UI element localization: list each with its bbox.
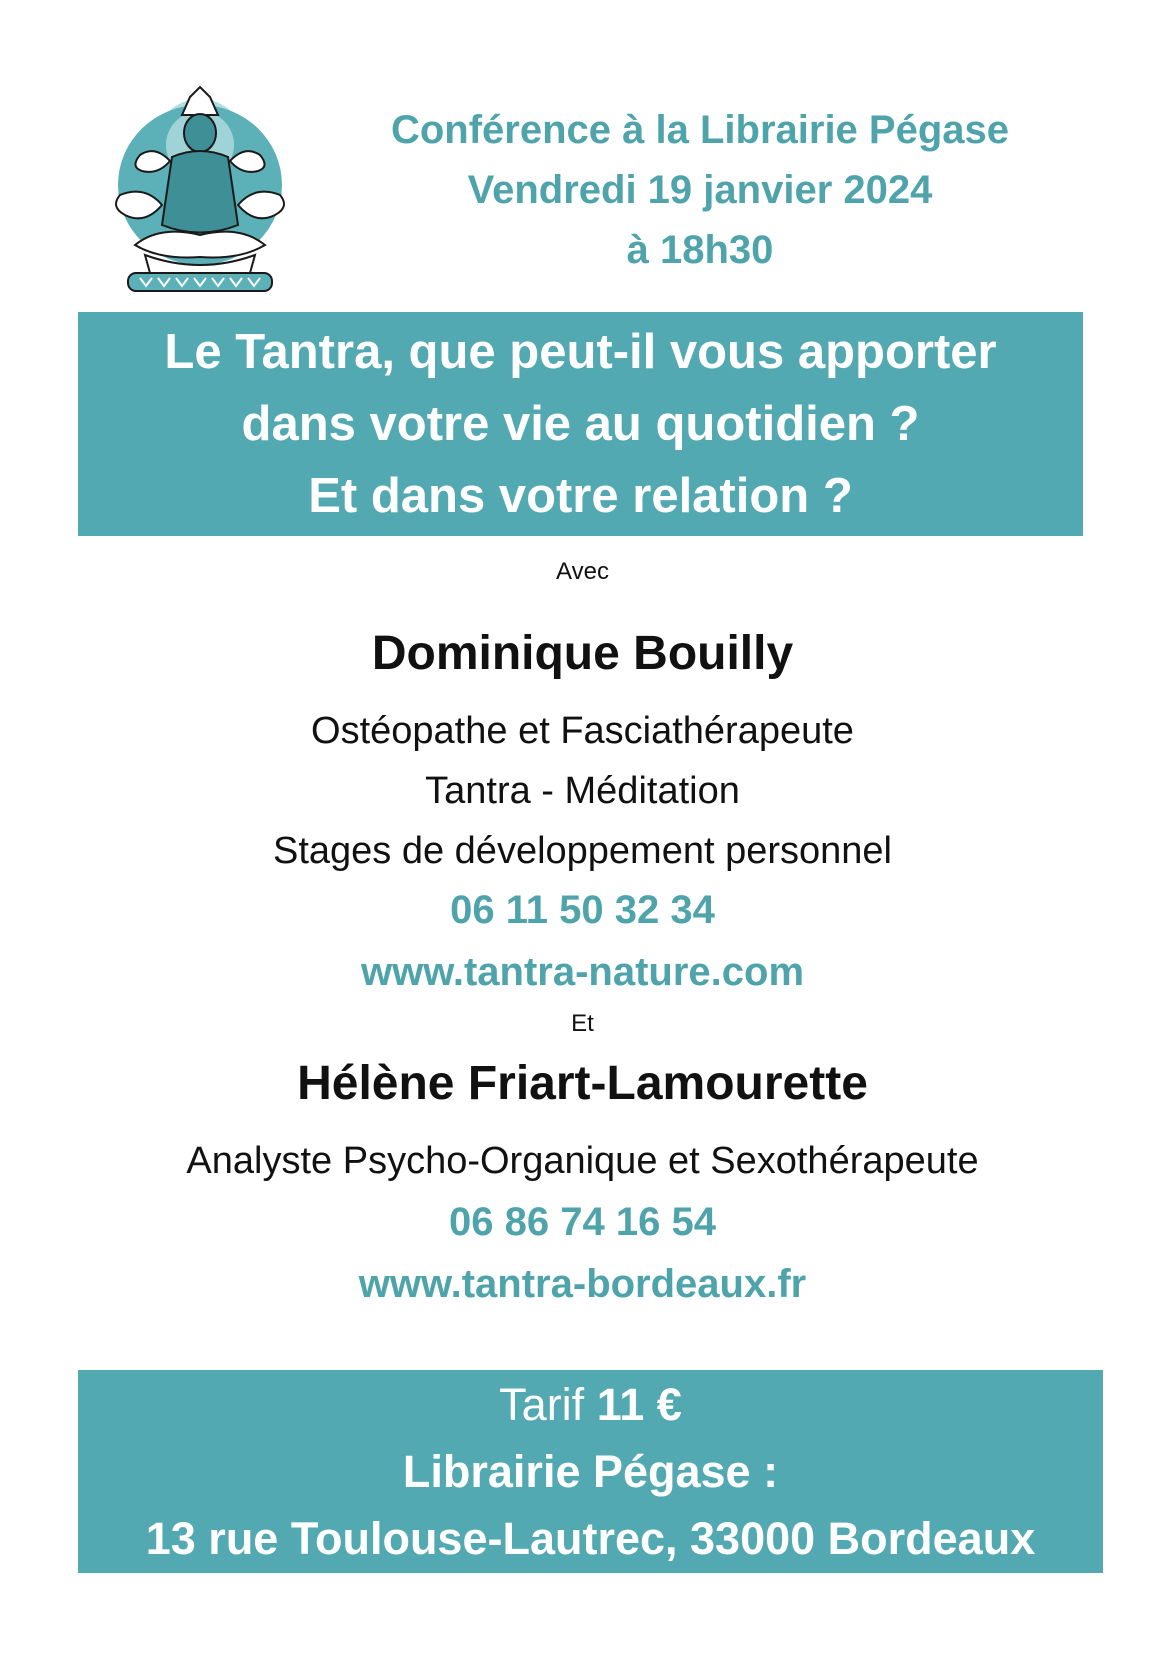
speaker1-role-3: Stages de développement personnel [272,830,892,872]
topic-line-3: Et dans votre relation ? [308,469,853,523]
and-label: Et [571,1010,594,1037]
topic-line-1: Le Tantra, que peut-il vous apporter [164,325,997,379]
event-time: à 18h30 [626,228,774,272]
speaker1-website[interactable]: www.tantra-nature.com [360,950,805,994]
price-label: Tarif [499,1379,585,1430]
speaker1-role-1: Ostéopathe et Fasciathérapeute [311,710,854,752]
speaker2-phone: 06 86 74 16 54 [449,1200,716,1244]
speaker2-website[interactable]: www.tantra-bordeaux.fr [358,1262,807,1306]
venue-banner [78,1370,1103,1573]
speaker1-name: Dominique Bouilly [371,627,794,680]
event-title: Conférence à la Librairie Pégase [390,108,1010,152]
price-line [499,1371,682,1438]
event-date: Vendredi 19 janvier 2024 [467,168,933,212]
topic-line-2: dans votre vie au quotidien ? [241,397,920,451]
topic-banner [78,312,1083,536]
venue-address: 13 rue Toulouse-Lautrec, 33000 Bordeaux [145,1513,1036,1564]
speaker1-phone: 06 11 50 32 34 [450,888,715,932]
price-value: 11 € [596,1379,682,1430]
venue-name: Librairie Pégase : [402,1446,779,1497]
with-label: Avec [556,558,609,585]
speaker2-name: Hélène Friart-Lamourette [297,1057,868,1110]
event-header [350,100,1050,280]
deity-illustration-icon [100,75,300,300]
speaker1-role-2: Tantra - Méditation [425,770,740,812]
speaker2-role-1: Analyste Psycho-Organique et Sexothérapeute [186,1140,979,1182]
